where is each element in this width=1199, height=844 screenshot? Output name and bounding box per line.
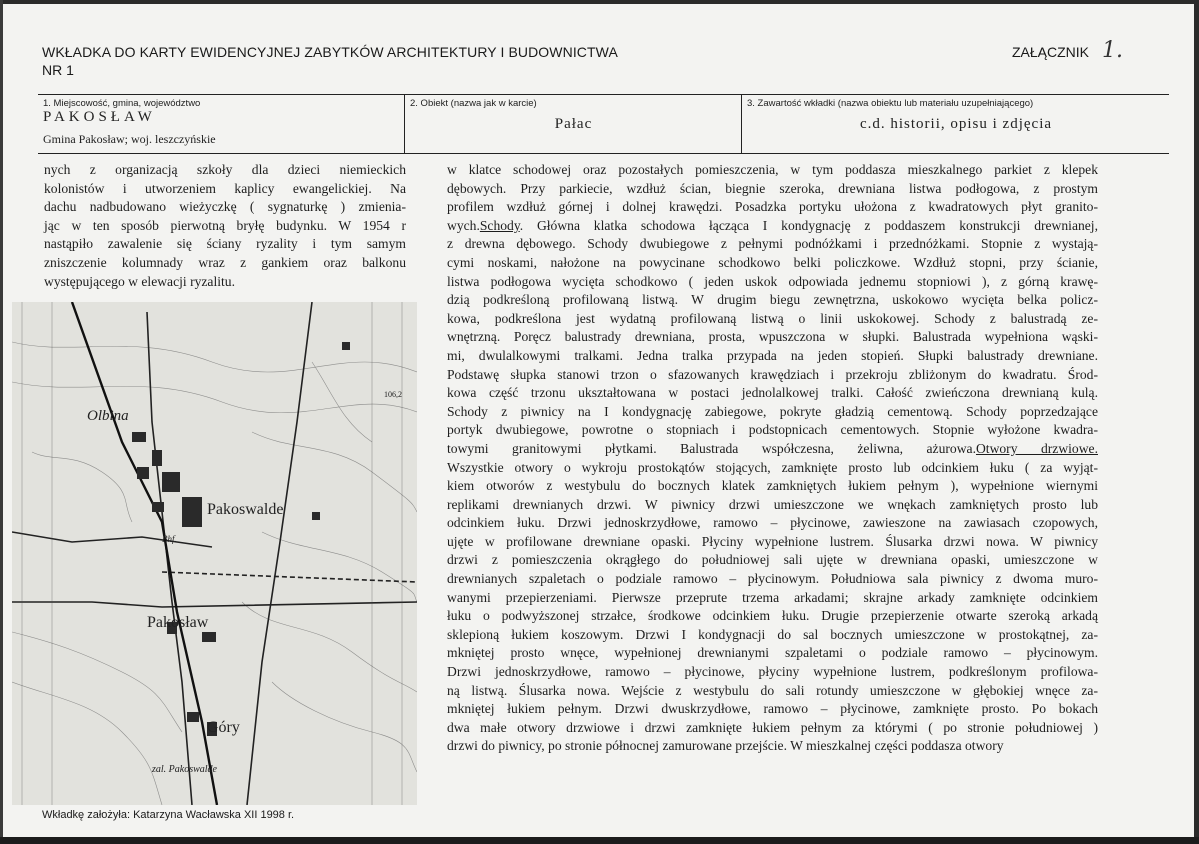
- right-text-line: dębowych. Przy parkiecie, wzdłuż ścian, biegnie szeroka, drewniana listwa podłogowa, z prostym: [447, 180, 1098, 196]
- left-text-line: kolonistów i utworzeniem kaplicy ewangelickiej. Na: [44, 180, 406, 196]
- right-text-line: mkniętej prosto wnęce, wypełnionej drewnianymi szpaletami o podziale ramowo – płycinowym.: [447, 645, 1098, 661]
- location-value: PAKOSŁAW: [43, 109, 156, 125]
- right-text-line: drzwi do piwnicy, po stronie północnej zamurowane przejście. W mieszkalnej części poddasza otwory: [447, 738, 1004, 754]
- text-segment: wych.: [447, 217, 480, 233]
- right-text-line: kiem otworów z westybulu do bocznych klatek zamkniętych łukiem pełnym ), wypełnione wiernymi: [447, 478, 1098, 494]
- left-column-text: [44, 161, 406, 291]
- map-drawing: [12, 302, 417, 805]
- right-text-line: wanymi przepierzeniami. Pierwsze przeprute trzema arkadami; skrajne arkady zamknięte odcinkiem: [447, 589, 1098, 605]
- content-label: 3. Zawartość wkładki (nazwa obiektu lub materiału uzupełniającego): [747, 98, 1034, 109]
- left-text-line: jąc w ten sposób pierwotną bryłę budynku. W 1954 r: [44, 217, 406, 233]
- scan-border-right: [1194, 0, 1199, 844]
- form-title: WKŁADKA DO KARTY EWIDENCYJNEJ ZABYTKÓW ARCHITEKTURY I BUDOWNICTWA: [42, 44, 618, 60]
- left-text-line: występującego w elewacji ryzalitu.: [44, 273, 235, 289]
- right-text-line: odcinkiem łuku. Drzwi jednoskrzydłowe, ramowo – płycinowe, zawieszone na zawiasach czopowych,: [447, 515, 1098, 531]
- label-olbina: Olbina: [87, 408, 129, 424]
- right-text-line: profilem wzdłuż górnej i dolnej krawędzi. Posadzka portyku ułożona z kwadratowych płyt granito-: [447, 199, 1098, 215]
- annex-number-handwritten: 1.: [1102, 38, 1123, 63]
- text-segment: . Główna klatka schodowa łącząca I kondygnację z poddaszem konstrukcji drewnianej,: [519, 217, 1098, 233]
- label-bhf: Bhf.: [162, 534, 177, 544]
- object-label: 2. Obiekt (nazwa jak w karcie): [410, 98, 537, 109]
- left-text-line: dachu nadbudowano wieżyczkę ( sygnaturkę ) zmienia-: [44, 199, 406, 215]
- right-column-text: [447, 161, 1098, 756]
- underlined-heading: Schody: [479, 217, 520, 233]
- right-text-line: wnętrzną. Poręcz balustrady drewniana, prosta, wpuszczona w słupki. Balustrada wypełniona wąski-: [447, 329, 1098, 345]
- left-text-line: nastąpiło zawalenie się ściany ryzality i tym samym: [44, 236, 406, 252]
- object-value: Pałac: [554, 116, 593, 132]
- right-text-line: w klatce schodowej oraz pozostałych pomieszczenia, w tym poddasza mieszkalnego parkiet z klepek: [447, 162, 1098, 177]
- right-text-line: dwa małe otwory drzwiowe i drzwi zamknięte łukiem pełnym za którymi ( po stronie południowej ): [447, 719, 1098, 735]
- scan-border-left: [0, 0, 3, 844]
- location-sub: Gmina Pakosław; woj. leszczyńskie: [43, 132, 216, 146]
- right-text-line: kowa, podkreślona jest wydatną profilowaną listwą o linii uskokowej. Schody z balustradą ze-: [447, 310, 1098, 326]
- annex-label: ZAŁĄCZNIK: [1012, 44, 1090, 60]
- right-text-line: kowa część trzonu ukształtowana w postaci jednolalkowej tralki. Całość zwieńczona drewnianą kulą.: [447, 385, 1098, 401]
- right-text-line: Podstawę słupka stanowi trzon o sfazowanych krawędziach i przekroju zbliżonym do kwadratu. Środ-: [447, 366, 1098, 382]
- right-text-line: replikami drewnianych drzwi. W piwnicy drzwi umieszczone we wnękach zamkniętych prosto lub: [447, 496, 1098, 512]
- label-elevation: 106,2: [384, 390, 402, 399]
- historical-map: [12, 302, 417, 805]
- header-fields-table: [38, 94, 1169, 154]
- scan-border-top: [0, 0, 1199, 4]
- label-zal-pakoswalde: zal. Pakoswalde: [152, 764, 217, 775]
- content-value: c.d. historii, opisu i zdjęcia: [859, 116, 1053, 132]
- left-text-line: zniszczenie kolumnady wraz z gankiem oraz balkonu: [44, 254, 406, 270]
- location-label: 1. Miejscowość, gmina, województwo: [43, 98, 201, 109]
- underlined-heading: Otwory drzwiowe.: [975, 440, 1098, 456]
- label-gory: Góry: [207, 719, 240, 736]
- right-text-line: cymi noskami, nałożone na powycinane schodkowo belki policzkowe. Wzdłuż stopni, przy ścianie,: [447, 254, 1098, 270]
- object-field: [404, 95, 742, 153]
- right-text-line: drewnianych szpaletach o podziale ramowo – płycinowym. Południowa sala piwnicy z dwoma muro-: [447, 571, 1098, 587]
- right-text-line: ujęte w profilowane drewniane opaski. Płyciny wypełnione lustrem. Ślusarka drzwi nowa. W piwnicy: [447, 533, 1098, 549]
- author-caption: Wkładkę założyła: Katarzyna Wacławska XII 1998 r.: [42, 809, 295, 821]
- right-text-line: portyk dwubiegowe, powrotne o stopniach i podstopnicach cementowych. Stopnie wyłożone kwadra-: [447, 422, 1098, 438]
- right-text-line: listwa podłogowa wycięta schodkowo ( jeden uskok odpowiada jednemu stopniowi ), z górną krawę-: [447, 273, 1098, 289]
- label-pakoslaw: Pakosław: [147, 614, 209, 631]
- right-text-line: mi, dwulalkowymi tralkami. Jedna tralka przypada na jeden stopień. Słupki balustrady drewniane.: [447, 347, 1098, 363]
- right-text-line: Wszystkie otwory o wykroju prostokątów stojących, zamknięte prosto lub odcinkiem łuku ( za wyjąt-: [447, 459, 1098, 475]
- location-field: [38, 95, 404, 153]
- left-text-line: nych z organizacją szkoły dla dzieci niemieckich: [44, 162, 406, 177]
- right-text-line: z drewna dębowego. Schody dwubiegowe z pełnymi podnóżkami i przednóżkami. Stopnie z wystają-: [447, 236, 1098, 252]
- content-field: [741, 95, 1170, 153]
- right-text-line: mkniętej łukiem pełnym. Drzwi dwuskrzydłowe, ramowo – płycinowe, zamknięte prosto. Po bokach: [447, 701, 1098, 717]
- right-text-line: łuku o podwyższonej strzałce, środkowe odcinkiem łuku. Drugie przepierzenie otwarte szeroką arkadą: [447, 608, 1098, 624]
- label-pakoswalde: Pakoswalde: [207, 501, 284, 518]
- right-text-line: [447, 217, 1098, 236]
- right-text-line: Schody z piwnicy na I kondygnację zabiegowe, pokryte gładzią cementową. Schody poprzedzające: [447, 403, 1098, 419]
- right-text-line: [447, 440, 1098, 459]
- right-text-line: sklepioną łukiem koszowym. Drzwi I kondygnacji do sal bocznych umieszczone w prostokątnej, za-: [447, 626, 1098, 642]
- right-text-line: Drzwi jednoskrzydłowe, ramowo – płycinowe, płyciny wypełnione lustrem, podkreślonym profilowa-: [447, 664, 1098, 680]
- right-text-line: ną listwą. Ślusarka nowa. Wejście z westybulu do sali rotundy umieszczone w głębokiej wnęce za-: [447, 682, 1098, 698]
- text-segment: towymi granitowymi płytkami. Balustrada współczesna, żeliwna, ażurowa.: [447, 440, 976, 456]
- scan-border-bottom: [0, 837, 1199, 844]
- form-number: NR 1: [42, 62, 74, 78]
- right-text-line: drzwi z pomieszczenia okrągłego do południowej sali ujęte w drewniana opaski, umieszczone w: [447, 552, 1098, 568]
- right-text-line: dzią podkreśloną profilowaną listwą. W drugim biegu zewnętrzna, uskokowo wycięta belka policz-: [447, 292, 1098, 308]
